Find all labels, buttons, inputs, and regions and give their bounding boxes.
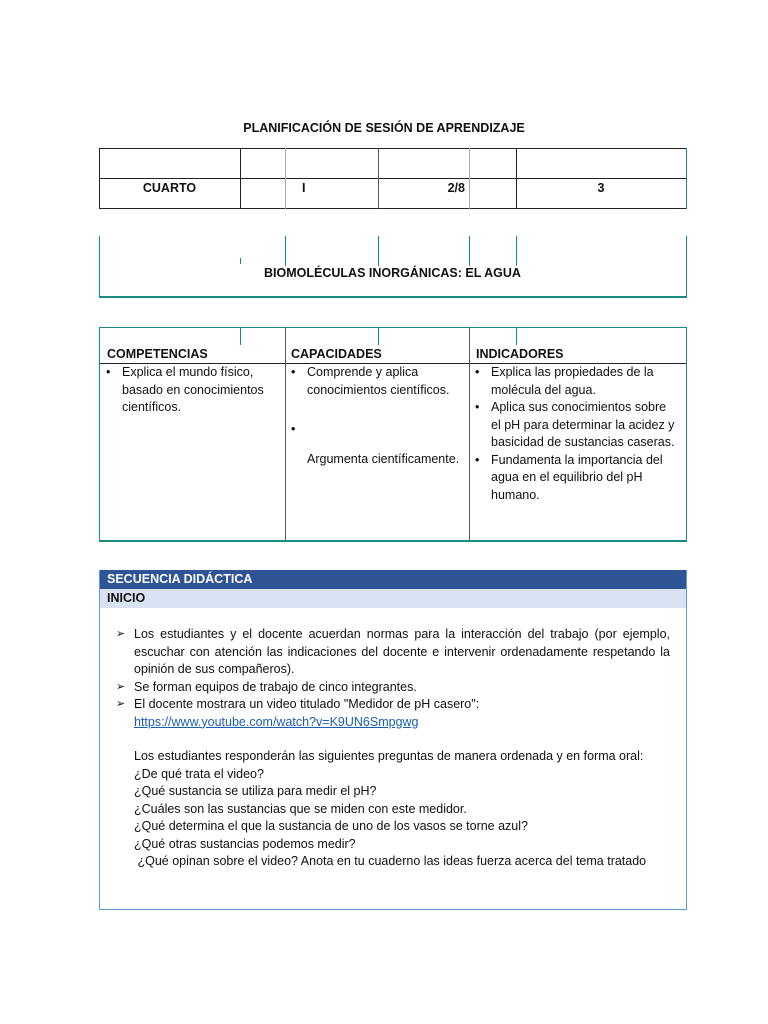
question: ¿Qué otras sustancias podemos medir? bbox=[134, 836, 356, 851]
competencia-item: • Explica el mundo físico, basado en conocimientos científicos. bbox=[100, 364, 280, 417]
unit-cell: I bbox=[302, 181, 306, 195]
inicio-header: INICIO bbox=[100, 589, 686, 608]
indicador-item: • Aplica sus conocimientos sobre el pH para determinar la acidez y basicidad de sustancias caseras. bbox=[469, 399, 679, 452]
question: ¿Qué determina el que la sustancia de uno de los vasos se torne azul? bbox=[134, 819, 528, 833]
secuencia-box bbox=[99, 570, 687, 910]
header-capacidades: CAPACIDADES bbox=[291, 347, 382, 361]
sequence-item: ➢ Los estudiantes y el docente acuerdan normas para la interacción del trabajo (por ejemplo, escuchar con atención las indicaciones del docente e intervenir ordenadamente respetando la opinión de sus compañeros). bbox=[100, 626, 670, 679]
header-indicadores: INDICADORES bbox=[476, 347, 564, 361]
capacidad-item: • Comprende y aplica conocimientos científicos. bbox=[285, 364, 465, 399]
video-link[interactable]: https://www.youtube.com/watch?v=K9UN6Smpgwg bbox=[134, 714, 419, 729]
question: ¿Cuáles son las sustancias que se miden con este medidor. bbox=[134, 801, 467, 816]
sequence-item: ➢ El docente mostrara un video titulado "Medidor de pH casero": bbox=[100, 696, 670, 714]
hours-cell: 3 bbox=[597, 181, 605, 195]
topic-title: BIOMOLÉCULAS INORGÁNICAS: EL AGUA bbox=[264, 266, 521, 280]
header-competencias: COMPETENCIAS bbox=[107, 347, 208, 361]
sequence-item: ➢ Se forman equipos de trabajo de cinco integrantes. bbox=[100, 679, 670, 697]
question: ¿De qué trata el video? bbox=[134, 766, 264, 781]
question: ¿Qué opinan sobre el video? Anota en tu cuaderno las ideas fuerza acerca del tema tratado bbox=[134, 854, 647, 868]
secuencia-header: SECUENCIA DIDÁCTICA bbox=[100, 570, 686, 589]
question: ¿Qué sustancia se utiliza para medir el pH? bbox=[134, 784, 377, 798]
questions-block bbox=[100, 748, 686, 871]
capacidad-item: • Argumenta científicamente. bbox=[285, 421, 465, 469]
page-title: PLANIFICACIÓN DE SESIÓN DE APRENDIZAJE bbox=[243, 121, 525, 135]
indicador-item: • Explica las propiedades de la molécula del agua. bbox=[469, 364, 679, 399]
indicador-item: • Fundamenta la importancia del agua en el equilibrio del pH humano. bbox=[469, 452, 679, 505]
questions-intro: Los estudiantes responderán las siguientes preguntas de manera ordenada y en forma oral: bbox=[134, 749, 644, 763]
grade-cell: CUARTO bbox=[142, 181, 197, 195]
session-cell: 2/8 bbox=[447, 181, 465, 195]
